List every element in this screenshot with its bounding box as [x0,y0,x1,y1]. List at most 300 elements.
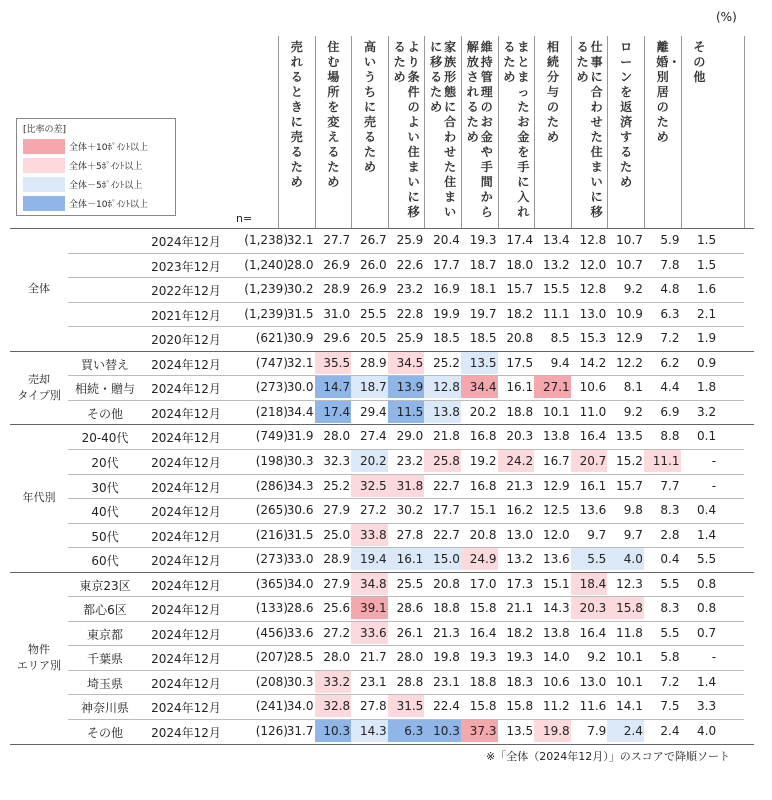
table-cell: 0.9 [697,355,717,370]
table-cell: 27.9 [323,503,351,518]
table-cell: 13.2 [542,257,570,272]
table-cell: 34.8 [351,573,388,595]
table-cell: 19.2 [469,453,497,468]
table-cell: - [711,453,717,468]
row-period: 2024年12月 [151,235,221,249]
table-cell: 24.2 [498,450,535,472]
table-cell: 32.1 [286,233,314,247]
table-cell: 27.9 [323,576,351,591]
table-cell: 14.2 [579,355,607,370]
table-cell: 25.5 [396,576,424,591]
table-cell: 13.5 [461,352,498,374]
table-cell: 13.6 [542,552,570,567]
table-cell: 10.9 [616,306,643,321]
table-cell: 27.8 [396,527,424,542]
table-row [10,302,744,327]
table-cell: 15.7 [616,478,643,493]
table-cell: 22.8 [396,306,424,321]
table-cell: 15.7 [506,282,534,297]
table-cell: 5.5 [697,552,717,567]
legend-swatch [23,177,65,192]
table-cell: 18.7 [469,257,497,272]
row-label: 買い替え [80,357,129,372]
table-cell: 25.2 [323,478,351,493]
row-label: その他 [86,406,123,421]
table-cell: 25.8 [424,450,461,472]
row-label: 相続・贈与 [74,382,135,397]
table-cell: 1.5 [697,257,717,272]
table-cell: 9.7 [623,527,643,542]
table-cell: 10.1 [542,404,570,419]
table-cell: 16.7 [542,453,570,468]
table-cell: 12.0 [542,527,570,542]
row-period: 2024年12月 [151,431,221,446]
row-sample-size: (273) [255,380,288,395]
column-header [644,36,681,228]
row-period: 2024年12月 [151,357,221,372]
table-cell: 27.2 [359,503,387,518]
legend-item [23,158,169,173]
table-cell: 18.7 [351,376,388,398]
table-cell: 25.2 [433,355,460,370]
table-row [10,474,744,499]
table-cell: 23.2 [396,282,424,297]
table-cell: 16.4 [579,625,607,640]
column-header [278,36,315,228]
table-cell: 11.1 [542,306,570,321]
table-cell: 20.4 [433,233,460,247]
unit-label: (%) [716,10,737,24]
table-cell: 16.1 [506,380,534,395]
column-header [498,36,535,228]
table-cell: 13.8 [542,429,570,444]
table-cell: 26.9 [323,257,351,272]
table-cell: 7.9 [587,724,607,738]
table-cell: 30.0 [286,380,314,395]
table-cell: 22.7 [433,527,460,542]
table-cell: 3.3 [697,699,717,714]
table-cell: 27.8 [359,699,387,714]
table-cell: 20.2 [351,450,388,472]
table-cell: 29.6 [323,331,351,346]
row-label: 20代 [91,455,119,470]
table-cell: 7.8 [660,257,680,272]
table-cell: 31.5 [388,695,425,717]
column-header [534,36,571,228]
table-cell: 19.3 [506,650,534,665]
table-cell: 12.9 [616,331,643,346]
table-cell: 19.3 [469,233,497,247]
table-row [10,400,744,425]
row-period: 2024年12月 [151,554,221,569]
table-cell: 17.7 [433,257,460,272]
table-cell: 9.8 [623,503,643,518]
table-cell: 17.0 [469,576,497,591]
table-cell: 28.0 [286,257,314,272]
table-row [10,424,744,449]
table-cell: 16.9 [433,282,460,297]
table-cell: 20.8 [469,527,497,542]
table-cell: 13.8 [424,401,461,423]
table-cell: 9.2 [623,282,643,297]
table-cell: 13.0 [506,527,534,542]
table-cell: 12.5 [542,503,570,518]
table-cell: 15.8 [506,699,534,714]
table-row [10,523,744,548]
table-row [10,694,744,719]
table-cell: 28.9 [359,355,387,370]
column-header [315,36,352,228]
group-divider [10,572,754,573]
table-cell: 19.7 [469,306,497,321]
table-cell: 8.3 [660,601,680,616]
table-cell: 18.3 [506,674,534,689]
table-cell: 24.9 [461,548,498,570]
table-cell: 29.4 [359,404,387,419]
table-cell: 30.2 [286,282,314,297]
table-cell: 5.9 [660,233,680,247]
legend-item [23,139,169,154]
table-cell: 27.4 [359,429,387,444]
row-label: 千葉県 [86,652,123,667]
table-cell: 16.2 [506,503,534,518]
table-cell: 32.8 [315,695,352,717]
table-row [10,621,744,646]
table-cell: 12.0 [579,257,607,272]
column-header [571,36,608,228]
table-cell: 2.4 [660,724,680,738]
table-row [10,375,744,400]
table-cell: 31.5 [286,527,314,542]
table-cell: 13.5 [616,429,643,444]
table-cell: 15.8 [469,699,497,714]
row-period: 2023年12月 [151,259,221,274]
group-label: 売却 タイプ別 [17,372,61,402]
table-row [10,449,744,474]
legend-label: 全体－5ﾎﾟｲﾝﾄ以上 [69,181,143,191]
table-cell: 4.0 [607,548,644,570]
table-cell: 10.7 [616,233,643,247]
table-cell: 3.2 [697,404,717,419]
table-cell: 1.9 [697,331,717,346]
table-cell: 14.0 [542,650,570,665]
legend-label: 全体＋5ﾎﾟｲﾝﾄ以上 [69,162,143,172]
row-sample-size: (456) [255,625,288,640]
table-cell: 22.4 [433,699,460,714]
table-cell: 16.1 [388,548,425,570]
table-cell: 13.0 [579,674,607,689]
table-cell: 13.4 [542,233,570,247]
table-cell: 13.6 [579,503,607,518]
column-header-text: 維持管理のお金や手間から [480,40,493,219]
column-header-text: るため [503,40,516,84]
table-cell: 33.2 [315,671,352,693]
column-header-text: 離婚・別居のため [656,40,681,144]
row-sample-size: (208) [255,674,288,689]
table-cell: 14.1 [616,699,643,714]
table-cell: 18.8 [469,674,497,689]
table-cell: 34.4 [286,404,314,419]
column-header-text: 相続分与のため [546,40,559,144]
row-label: 40代 [91,505,119,520]
table-cell: 32.3 [323,453,351,468]
column-header-text: 仕事に合わせた住まいに移 [590,40,603,219]
sort-note: ※「全体（2024年12月）」のスコアで降順ソート [486,750,731,763]
column-header-text: 住む場所を変えるため [327,40,340,189]
table-cell: 31.9 [286,429,314,444]
table-cell: 13.8 [542,625,570,640]
column-header [461,36,498,228]
table-cell: 10.6 [542,674,570,689]
row-label: 東京都 [86,627,123,642]
row-sample-size: (273) [255,552,288,567]
table-cell: 1.4 [697,674,717,689]
table-cell: 27.7 [323,233,351,247]
table-cell: 34.5 [388,352,425,374]
row-period: 2024年12月 [151,455,221,470]
row-period: 2024年12月 [151,726,221,740]
table-cell: 18.8 [433,601,460,616]
column-header [681,36,718,228]
table-cell: 31.5 [286,306,314,321]
table-cell: 8.5 [550,331,570,346]
table-cell: 19.3 [469,650,497,665]
column-header-text: るため [393,40,406,84]
table-cell: 15.0 [424,548,461,570]
table-cell: 27.2 [323,625,351,640]
row-label: 20-40代 [81,431,129,446]
row-sample-size: (365) [255,576,288,591]
row-period: 2024年12月 [151,627,221,642]
column-header-text: 売れるときに売るため [290,40,303,189]
table-cell: 33.8 [351,524,388,546]
column-header [607,36,644,228]
table-row [10,670,744,695]
group-divider [10,424,754,425]
column-header-text: 高いうちに売るため [363,40,376,174]
table-cell: 14.3 [542,601,570,616]
row-sample-size: (1,238) [244,233,288,247]
table-cell: - [711,650,717,665]
table-cell: 33.6 [351,622,388,644]
table-cell: 23.1 [359,674,387,689]
legend-swatch [23,139,65,154]
table-cell: 9.2 [587,650,607,665]
table-cell: 33.0 [286,552,314,567]
table-cell: 11.5 [388,401,425,423]
row-period: 2024年12月 [151,480,221,495]
table-cell: 1.6 [697,282,717,297]
table-cell: 30.2 [396,503,424,518]
table-cell: 10.1 [616,650,643,665]
table-cell: 11.0 [579,404,607,419]
table-cell: 14.3 [351,720,388,742]
table-cell: 12.8 [424,376,461,398]
table-cell: 34.0 [286,576,314,591]
table-cell: 8.1 [623,380,643,395]
table-cell: 15.8 [469,601,497,616]
table-cell: 5.5 [571,548,608,570]
row-label: 都心6区 [83,603,127,618]
table-cell: 1.8 [697,380,717,395]
table-row [10,326,744,351]
table-cell: 2.4 [607,720,644,742]
row-sample-size: (1,239) [244,282,288,297]
row-period: 2024年12月 [151,603,221,618]
table-cell: - [711,478,717,493]
table-cell: 18.5 [433,331,460,346]
table-cell: 17.4 [506,233,534,247]
table-cell: 12.8 [579,282,607,297]
row-period: 2024年12月 [151,578,221,593]
row-sample-size: (747) [255,355,288,370]
table-cell: 31.7 [286,724,314,738]
header-right-border [744,36,745,228]
table-cell: 20.5 [359,331,387,346]
table-row [10,719,744,744]
row-sample-size: (126) [255,724,288,738]
table-cell: 7.5 [660,699,680,714]
group-label: 年代別 [22,491,56,505]
table-cell: 31.0 [323,306,351,321]
row-sample-size: (1,239) [244,306,288,321]
table-cell: 11.6 [579,699,607,714]
table-top-border [10,228,754,229]
table-cell: 30.3 [286,453,314,468]
table-cell: 21.7 [359,650,387,665]
table-cell: 5.5 [660,576,680,591]
table-cell: 28.6 [286,601,314,616]
table-cell: 25.9 [396,233,424,247]
row-sample-size: (286) [255,478,288,493]
column-header [388,36,425,228]
table-cell: 22.7 [433,478,460,493]
row-label: その他 [86,726,123,740]
table-cell: 19.9 [433,306,460,321]
row-label: 埼玉県 [86,676,123,691]
table-cell: 18.4 [571,573,608,595]
table-cell: 20.8 [506,331,534,346]
table-cell: 8.3 [660,503,680,518]
table-cell: 28.9 [323,552,351,567]
table-cell: 5.5 [660,625,680,640]
table-cell: 35.5 [315,352,352,374]
legend-label: 全体＋10ﾎﾟｲﾝﾄ以上 [69,143,148,153]
n-label: n= [236,212,253,225]
row-period: 2020年12月 [151,333,221,348]
legend-item [23,177,169,192]
table-cell: 18.8 [506,404,534,419]
row-period: 2024年12月 [151,529,221,544]
row-period: 2024年12月 [151,652,221,667]
table-cell: 0.8 [697,601,717,616]
table-cell: 30.9 [286,331,314,346]
table-cell: 10.7 [616,257,643,272]
table-cell: 13.5 [506,724,534,738]
table-cell: 16.4 [469,625,497,640]
table-cell: 4.0 [697,724,717,738]
table-cell: 17.7 [433,503,460,518]
table-cell: 26.1 [396,625,424,640]
table-cell: 19.8 [534,720,571,742]
table-cell: 18.1 [469,282,497,297]
group-divider [10,744,754,745]
column-header-text: 家族形態に合わせた住まい [444,40,457,219]
table-cell: 28.0 [323,650,351,665]
table-cell: 10.3 [315,720,352,742]
column-header-text: ローンを返済するため [620,40,633,189]
table-cell: 22.6 [396,257,424,272]
table-row [10,277,744,302]
table-cell: 20.2 [469,404,497,419]
table-cell: 16.8 [469,478,497,493]
table-cell: 17.5 [506,355,534,370]
table-cell: 23.2 [396,453,424,468]
table-row [10,572,744,597]
table-cell: 6.3 [660,306,680,321]
table-cell: 7.7 [660,478,680,493]
table-cell: 0.7 [697,625,717,640]
row-sample-size: (241) [255,699,288,714]
table-cell: 9.2 [623,404,643,419]
table-cell: 27.1 [534,376,571,398]
column-header-text: より条件のよい住まいに移 [407,40,420,219]
table-cell: 9.4 [550,355,570,370]
group-label: 全体 [28,282,50,296]
column-header [424,36,461,228]
table-cell: 34.0 [286,699,314,714]
row-label: 東京23区 [79,578,131,593]
row-sample-size: (621) [255,331,288,346]
table-cell: 15.5 [542,282,570,297]
table-cell: 28.0 [323,429,351,444]
row-period: 2022年12月 [151,284,221,299]
table-cell: 21.3 [506,478,534,493]
table-cell: 8.8 [660,429,680,444]
row-sample-size: (133) [255,601,288,616]
table-cell: 16.4 [579,429,607,444]
table-cell: 13.0 [579,306,607,321]
table-cell: 2.8 [660,527,680,542]
table-cell: 26.9 [359,282,387,297]
table-cell: 28.6 [396,601,424,616]
legend [16,118,176,216]
table-cell: 28.9 [323,282,351,297]
table-cell: 23.1 [433,674,460,689]
row-label: 神奈川県 [80,701,129,716]
table-cell: 18.0 [506,257,534,272]
row-period: 2024年12月 [151,505,221,520]
table-cell: 21.3 [433,625,460,640]
table-cell: 16.8 [469,429,497,444]
table-cell: 14.7 [315,376,352,398]
table-cell: 29.0 [396,429,424,444]
table-cell: 17.3 [506,576,534,591]
table-cell: 37.3 [461,720,498,742]
table-cell: 25.0 [323,527,351,542]
table-cell: 12.3 [616,576,643,591]
table-cell: 20.8 [433,576,460,591]
column-header [351,36,388,228]
row-label: 60代 [91,554,119,569]
table-cell: 28.8 [396,674,424,689]
table-cell: 33.6 [286,625,314,640]
table-cell: 20.7 [571,450,608,472]
row-sample-size: (1,240) [244,257,288,272]
table-cell: 25.5 [359,306,387,321]
table-cell: 25.6 [323,601,351,616]
table-cell: 15.3 [579,331,607,346]
